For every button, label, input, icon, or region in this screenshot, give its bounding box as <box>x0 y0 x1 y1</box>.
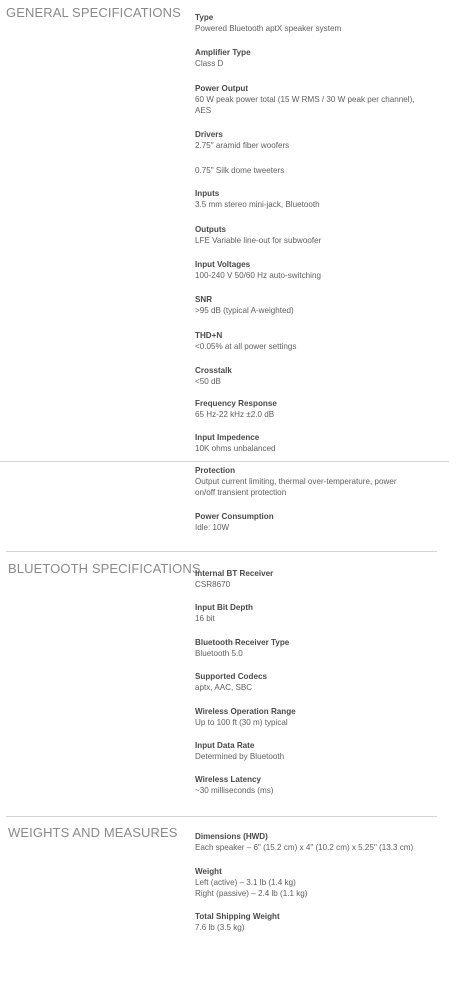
spec-label: Wireless Latency <box>195 775 262 784</box>
spec-value: Each speaker – 6" (15.2 cm) x 4" (10.2 cm) x 5.25" (13.3 cm) <box>195 843 414 852</box>
spec-item-frequency-response <box>195 398 425 420</box>
spec-value: Bluetooth 5.0 <box>195 649 243 658</box>
spec-item-dimensions <box>195 831 435 853</box>
spec-item-input-data-rate <box>195 740 425 762</box>
spec-item-inputs <box>195 188 425 210</box>
spec-value: 7.6 lb (3.5 kg) <box>195 923 245 932</box>
spec-label: Type <box>195 13 214 22</box>
spec-item-power-output <box>195 83 425 116</box>
spec-item-drivers <box>195 129 425 151</box>
spec-value: Determined by Bluetooth <box>195 752 285 761</box>
spec-label: Outputs <box>195 225 227 234</box>
spec-label: Amplifier Type <box>195 48 251 57</box>
spec-value: 65 Hz-22 kHz ±2.0 dB <box>195 410 275 419</box>
spec-value: 0.75" Silk dome tweeters <box>195 166 285 175</box>
spec-item-drivers-tweeters <box>195 165 425 176</box>
spec-label: Weight <box>195 867 222 876</box>
spec-value: ~30 milliseconds (ms) <box>195 786 274 795</box>
spec-label: Drivers <box>195 130 223 139</box>
spec-value: CSR8670 <box>195 580 231 589</box>
spec-label: Wireless Operation Range <box>195 707 296 716</box>
spec-label: Input Voltages <box>195 260 251 269</box>
spec-item-input-bit-depth <box>195 602 425 624</box>
spec-value: 16 bit <box>195 614 215 623</box>
spec-value: 3.5 mm stereo mini-jack, Bluetooth <box>195 200 320 209</box>
spec-label: Supported Codecs <box>195 672 267 681</box>
spec-label: Bluetooth Receiver Type <box>195 638 290 647</box>
spec-label: Total Shipping Weight <box>195 912 280 921</box>
spec-item-supported-codecs <box>195 671 425 693</box>
spec-value: aptx, AAC, SBC <box>195 683 253 692</box>
spec-label: Input Bit Depth <box>195 603 253 612</box>
spec-label: Input Impedence <box>195 433 260 442</box>
spec-value: LFE Variable line-out for subwoofer <box>195 236 322 245</box>
spec-label: Frequency Response <box>195 399 277 408</box>
spec-item-amplifier-type <box>195 47 425 69</box>
spec-value: Class D <box>195 59 224 68</box>
spec-value: <0.05% at all power settings <box>195 342 297 351</box>
divider-line <box>0 461 449 462</box>
spec-item-snr <box>195 294 425 316</box>
spec-label: Crosstalk <box>195 366 232 375</box>
spec-item-protection <box>195 465 425 498</box>
weights-and-measures-heading: WEIGHTS AND MEASURES <box>8 825 178 840</box>
spec-label: Protection <box>195 466 236 475</box>
section-divider <box>6 816 437 817</box>
spec-item-crosstalk <box>195 365 425 387</box>
spec-label: Dimensions (HWD) <box>195 832 268 841</box>
spec-item-wireless-operation-range <box>195 706 425 728</box>
spec-label: THD+N <box>195 331 223 340</box>
spec-value: Idle: 10W <box>195 523 230 532</box>
spec-item-thd-n <box>195 330 425 352</box>
spec-value: Powered Bluetooth aptX speaker system <box>195 24 342 33</box>
spec-item-wireless-latency <box>195 774 425 796</box>
spec-item-input-impedence <box>195 432 425 454</box>
spec-item-type <box>195 12 425 34</box>
spec-label: SNR <box>195 295 213 304</box>
spec-value: >95 dB (typical A-weighted) <box>195 306 294 315</box>
spec-value: 100-240 V 50/60 Hz auto-switching <box>195 271 321 280</box>
section-divider <box>6 551 437 552</box>
spec-value: 10K ohms unbalanced <box>195 444 276 453</box>
spec-label: Input Data Rate <box>195 741 255 750</box>
spec-value: Left (active) – 3.1 lb (1.4 kg) Right (passive) – 2.4 lb (1.1 kg) <box>195 878 308 898</box>
spec-item-total-shipping-weight <box>195 911 425 933</box>
spec-value: Output current limiting, thermal over-temperature, power on/off transient protection <box>195 477 397 497</box>
general-specifications-heading: GENERAL SPECIFICATIONS <box>6 5 181 20</box>
spec-label: Internal BT Receiver <box>195 569 274 578</box>
spec-value: Up to 100 ft (30 m) typical <box>195 718 288 727</box>
spec-item-outputs <box>195 224 425 246</box>
spec-value: <50 dB <box>195 377 221 386</box>
spec-item-input-voltages <box>195 259 425 281</box>
spec-value: 60 W peak power total (15 W RMS / 30 W peak per channel), AES <box>195 95 415 115</box>
spec-label: Power Consumption <box>195 512 274 521</box>
spec-item-internal-bt-receiver <box>195 568 425 590</box>
spec-item-weight <box>195 866 425 899</box>
spec-item-power-consumption <box>195 511 425 533</box>
spec-item-bluetooth-receiver-type <box>195 637 425 659</box>
spec-label: Inputs <box>195 189 220 198</box>
spec-label: Power Output <box>195 84 249 93</box>
spec-value: 2.75" aramid fiber woofers <box>195 141 290 150</box>
bluetooth-specifications-heading: BLUETOOTH SPECIFICATIONS <box>8 561 201 576</box>
